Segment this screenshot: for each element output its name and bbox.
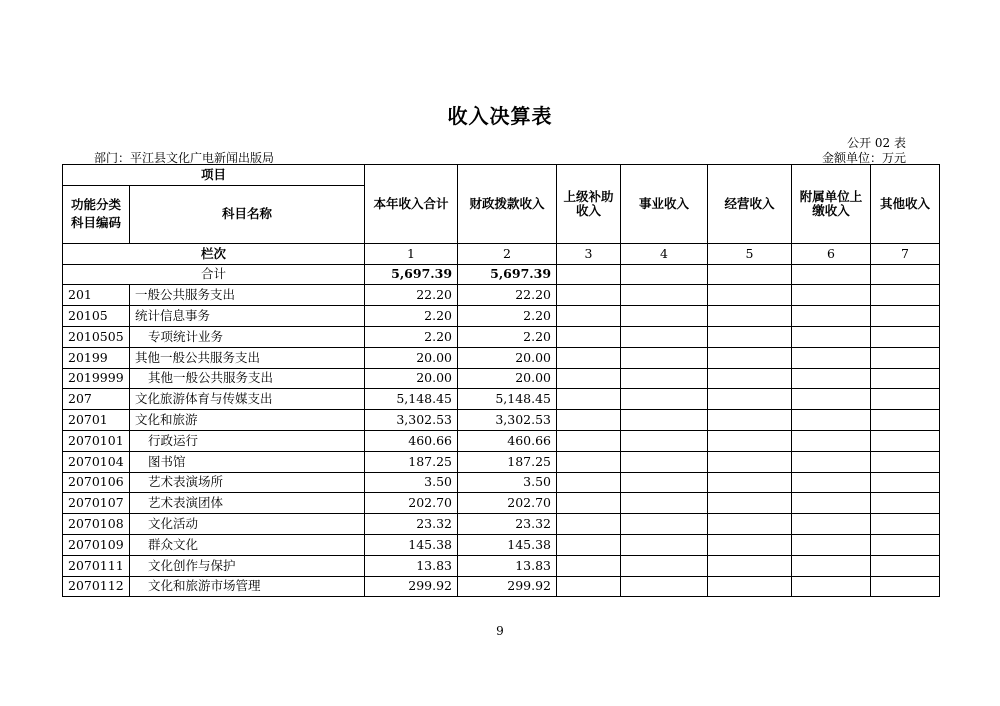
row-code: 201: [63, 285, 130, 306]
table-row: [63, 555, 940, 576]
row-fiscal-income: 187.25: [458, 451, 557, 472]
col-num-1: 1: [365, 243, 458, 264]
income-table: [62, 164, 940, 597]
empty-cell: [708, 368, 792, 389]
empty-cell: [871, 493, 940, 514]
total-row: [63, 264, 940, 285]
table-row: [63, 493, 940, 514]
header-name: 科目名称: [130, 185, 365, 243]
table-row: [63, 430, 940, 451]
row-code: 20105: [63, 306, 130, 327]
empty-cell: [621, 534, 708, 555]
row-code: 2070109: [63, 534, 130, 555]
row-fiscal-income: 20.00: [458, 347, 557, 368]
row-name: 文化旅游体育与传媒支出: [130, 389, 365, 410]
row-name: 文化和旅游市场管理: [130, 576, 365, 597]
empty-cell: [792, 326, 871, 347]
empty-cell: [792, 368, 871, 389]
empty-cell: [871, 576, 940, 597]
empty-cell: [557, 534, 621, 555]
row-code: 2070111: [63, 555, 130, 576]
header-code: 功能分类科目编码: [63, 185, 130, 243]
empty-cell: [871, 430, 940, 451]
row-name: 文化和旅游: [130, 410, 365, 431]
row-code: 2019999: [63, 368, 130, 389]
empty-cell: [708, 389, 792, 410]
row-name: 文化创作与保护: [130, 555, 365, 576]
empty-cell: [708, 493, 792, 514]
empty-cell: [708, 555, 792, 576]
empty-cell: [557, 347, 621, 368]
row-total-income: 13.83: [365, 555, 458, 576]
empty-cell: [621, 514, 708, 535]
empty-cell: [557, 430, 621, 451]
header-col-3: 上级补助收入: [557, 165, 621, 244]
empty-cell: [708, 306, 792, 327]
empty-cell: [557, 472, 621, 493]
empty-cell: [557, 451, 621, 472]
header-col-6: 附属单位上缴收入: [792, 165, 871, 244]
empty-cell: [792, 410, 871, 431]
empty-cell: [792, 430, 871, 451]
col-num-2: 2: [458, 243, 557, 264]
row-fiscal-income: 23.32: [458, 514, 557, 535]
row-name: 艺术表演团体: [130, 493, 365, 514]
row-code: 2070101: [63, 430, 130, 451]
header-col-1: 本年收入合计: [365, 165, 458, 244]
empty-cell: [871, 326, 940, 347]
table-row: [63, 576, 940, 597]
col-num-5: 5: [708, 243, 792, 264]
table-row: [63, 347, 940, 368]
table-row: [63, 285, 940, 306]
header-col-5: 经营收入: [708, 165, 792, 244]
row-name: 统计信息事务: [130, 306, 365, 327]
row-total-income: 20.00: [365, 368, 458, 389]
header-lanci: 栏次: [63, 243, 365, 264]
empty-cell: [792, 472, 871, 493]
table-row: [63, 514, 940, 535]
empty-cell: [871, 534, 940, 555]
row-total-income: 23.32: [365, 514, 458, 535]
table-row: [63, 389, 940, 410]
row-code: 2010505: [63, 326, 130, 347]
row-code: 2070104: [63, 451, 130, 472]
page-title: 收入决算表: [447, 104, 553, 128]
row-fiscal-income: 2.20: [458, 306, 557, 327]
total-v1: 5,697.39: [365, 264, 458, 285]
row-fiscal-income: 22.20: [458, 285, 557, 306]
empty-cell: [871, 410, 940, 431]
row-total-income: 3.50: [365, 472, 458, 493]
empty-cell: [621, 493, 708, 514]
header-col-2: 财政拨款收入: [458, 165, 557, 244]
table-row: [63, 451, 940, 472]
empty-cell: [708, 472, 792, 493]
empty-cell: [871, 451, 940, 472]
empty-cell: [621, 576, 708, 597]
row-name: 图书馆: [130, 451, 365, 472]
row-name: 其他一般公共服务支出: [130, 347, 365, 368]
form-number: 公开 02 表: [847, 136, 906, 150]
empty-cell: [871, 472, 940, 493]
table-row: [63, 472, 940, 493]
header-item: 项目: [63, 165, 365, 186]
empty-cell: [871, 514, 940, 535]
row-total-income: 460.66: [365, 430, 458, 451]
row-name: 行政运行: [130, 430, 365, 451]
header-col-7: 其他收入: [871, 165, 940, 244]
empty-cell: [557, 493, 621, 514]
unit-label: 金额单位：万元: [821, 151, 906, 165]
table-row: [63, 534, 940, 555]
row-name: 文化活动: [130, 514, 365, 535]
row-fiscal-income: 145.38: [458, 534, 557, 555]
col-num-4: 4: [621, 243, 708, 264]
empty-cell: [871, 389, 940, 410]
row-total-income: 145.38: [365, 534, 458, 555]
row-total-income: 187.25: [365, 451, 458, 472]
empty-cell: [621, 451, 708, 472]
row-fiscal-income: 13.83: [458, 555, 557, 576]
empty-cell: [792, 576, 871, 597]
empty-cell: [708, 347, 792, 368]
empty-cell: [621, 389, 708, 410]
row-fiscal-income: 5,148.45: [458, 389, 557, 410]
empty-cell: [708, 326, 792, 347]
empty-cell: [557, 389, 621, 410]
empty-cell: [557, 326, 621, 347]
empty-cell: [708, 576, 792, 597]
empty-cell: [621, 555, 708, 576]
row-fiscal-income: 202.70: [458, 493, 557, 514]
empty-cell: [792, 451, 871, 472]
table-row: [63, 326, 940, 347]
empty-cell: [621, 410, 708, 431]
row-name: 艺术表演场所: [130, 472, 365, 493]
page-number: 9: [496, 624, 504, 638]
row-name: 其他一般公共服务支出: [130, 368, 365, 389]
empty-cell: [792, 389, 871, 410]
col-num-6: 6: [792, 243, 871, 264]
empty-cell: [557, 410, 621, 431]
empty-cell: [621, 326, 708, 347]
empty-cell: [557, 576, 621, 597]
empty-cell: [871, 368, 940, 389]
empty-cell: [708, 451, 792, 472]
table-row: [63, 306, 940, 327]
empty-cell: [557, 555, 621, 576]
empty-cell: [708, 514, 792, 535]
row-code: 2070108: [63, 514, 130, 535]
empty-cell: [871, 306, 940, 327]
row-name: 专项统计业务: [130, 326, 365, 347]
row-code: 207: [63, 389, 130, 410]
empty-cell: [557, 368, 621, 389]
empty-cell: [708, 534, 792, 555]
row-total-income: 202.70: [365, 493, 458, 514]
total-label: 合计: [63, 264, 365, 285]
empty-cell: [871, 285, 940, 306]
row-total-income: 3,302.53: [365, 410, 458, 431]
row-total-income: 2.20: [365, 306, 458, 327]
row-code: 2070106: [63, 472, 130, 493]
row-total-income: 2.20: [365, 326, 458, 347]
empty-cell: [792, 514, 871, 535]
row-fiscal-income: 2.20: [458, 326, 557, 347]
row-name: 一般公共服务支出: [130, 285, 365, 306]
row-fiscal-income: 3,302.53: [458, 410, 557, 431]
empty-cell: [621, 347, 708, 368]
col-num-3: 3: [557, 243, 621, 264]
empty-cell: [621, 306, 708, 327]
row-fiscal-income: 20.00: [458, 368, 557, 389]
empty-cell: [792, 493, 871, 514]
empty-cell: [708, 430, 792, 451]
row-code: 2070112: [63, 576, 130, 597]
empty-cell: [621, 430, 708, 451]
empty-cell: [708, 285, 792, 306]
row-code: 20701: [63, 410, 130, 431]
table-row: [63, 368, 940, 389]
department-label: 部门：平江县文化广电新闻出版局: [94, 151, 275, 165]
empty-cell: [621, 472, 708, 493]
empty-cell: [792, 285, 871, 306]
empty-cell: [621, 368, 708, 389]
empty-cell: [792, 555, 871, 576]
header-col-4: 事业收入: [621, 165, 708, 244]
empty-cell: [792, 347, 871, 368]
row-total-income: 299.92: [365, 576, 458, 597]
empty-cell: [621, 285, 708, 306]
row-total-income: 5,148.45: [365, 389, 458, 410]
empty-cell: [871, 555, 940, 576]
row-total-income: 22.20: [365, 285, 458, 306]
empty-cell: [792, 306, 871, 327]
row-fiscal-income: 460.66: [458, 430, 557, 451]
empty-cell: [557, 514, 621, 535]
empty-cell: [557, 306, 621, 327]
row-name: 群众文化: [130, 534, 365, 555]
row-fiscal-income: 3.50: [458, 472, 557, 493]
table-row: [63, 410, 940, 431]
empty-cell: [557, 285, 621, 306]
row-code: 2070107: [63, 493, 130, 514]
empty-cell: [871, 347, 940, 368]
row-total-income: 20.00: [365, 347, 458, 368]
row-code: 20199: [63, 347, 130, 368]
empty-cell: [708, 410, 792, 431]
row-fiscal-income: 299.92: [458, 576, 557, 597]
empty-cell: [792, 534, 871, 555]
col-num-7: 7: [871, 243, 940, 264]
total-v2: 5,697.39: [458, 264, 557, 285]
